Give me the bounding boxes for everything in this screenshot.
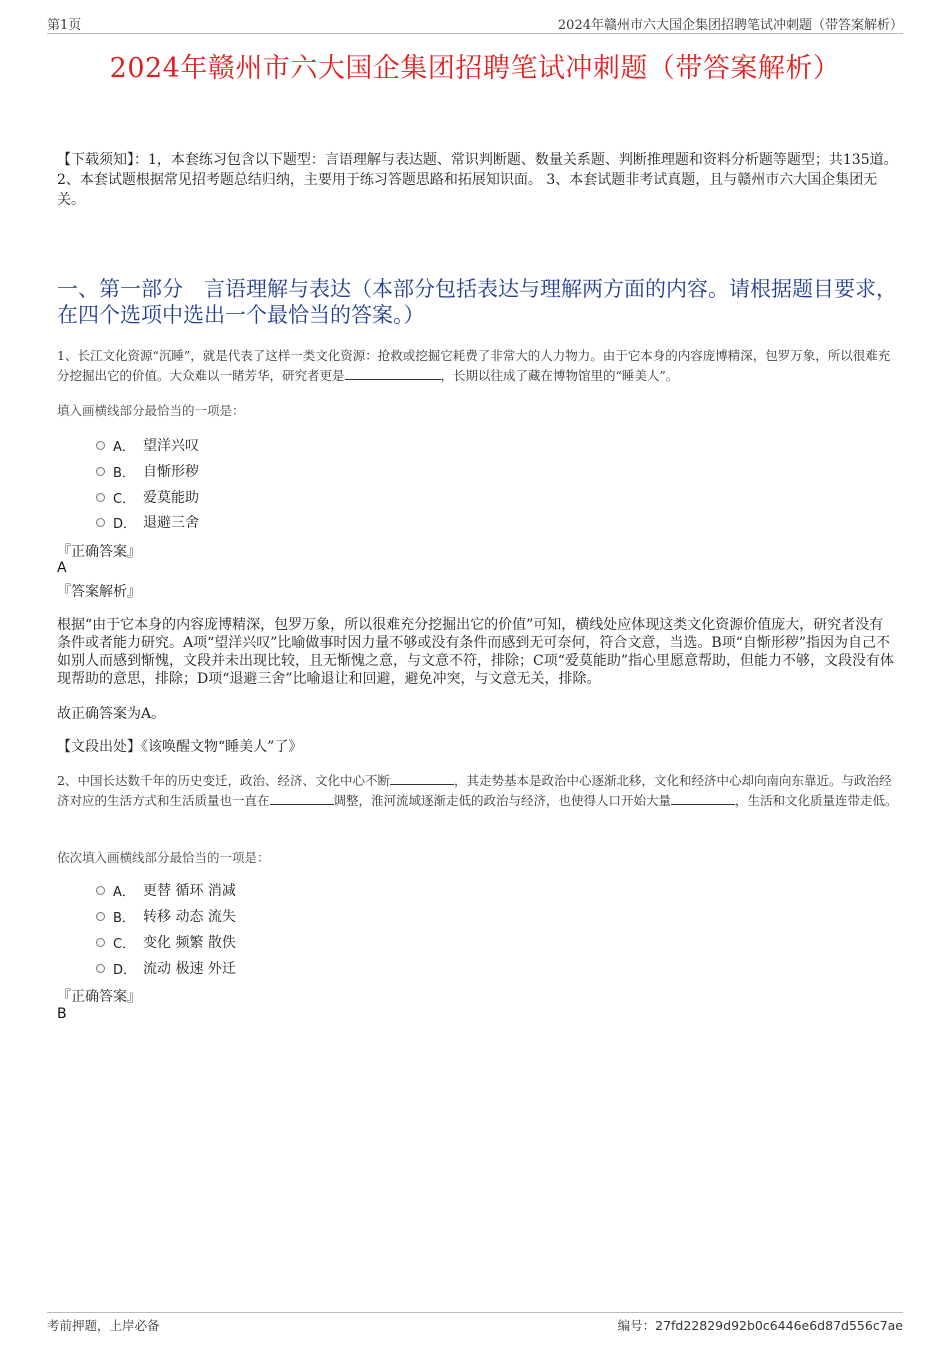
option-letter: B． [113, 910, 135, 926]
footer-divider [47, 1312, 903, 1313]
header-doc-title: 2024年赣州市六大国企集团招聘笔试冲刺题（带答案解析） [557, 18, 903, 33]
question-2-option-c[interactable] [96, 932, 236, 952]
document-code [618, 1316, 903, 1334]
page-number: 第1页 [47, 18, 82, 33]
question-1-text [57, 346, 902, 386]
option-letter: A． [113, 884, 135, 900]
radio-button[interactable] [96, 938, 105, 947]
answer-blank [390, 772, 454, 785]
question-1-source: 【文段出处】《该唤醒文物“睡美人”了》 [57, 739, 303, 755]
question-1-answer-label: 『正确答案』 [57, 544, 141, 560]
option-text: 自惭形秽 [143, 464, 199, 480]
document-code-label: 编号： [617, 1318, 656, 1333]
radio-button[interactable] [96, 886, 105, 895]
page-title: 2024年赣州市六大国企集团招聘笔试冲刺题（带答案解析） [109, 53, 841, 84]
option-letter: D． [113, 962, 137, 978]
question-1-text-after: ，长期以往成了藏在博物馆里的“睡美人”。 [440, 368, 679, 383]
option-text: 望洋兴叹 [143, 438, 199, 454]
option-text: 变化 频繁 散佚 [143, 935, 236, 951]
answer-blank [345, 367, 441, 380]
answer-blank [671, 792, 735, 805]
option-text: 流动 极速 外迁 [143, 961, 236, 977]
question-1-option-a[interactable] [96, 435, 199, 455]
question-2-part-4: ，生活和文化质量连带走低。 [735, 793, 898, 808]
question-1-option-d[interactable] [96, 512, 199, 532]
question-2-part-3: 调整，淮河流域逐渐走低的政治与经济，也使得人口开始大量 [333, 793, 672, 808]
radio-button[interactable] [96, 493, 105, 502]
radio-button[interactable] [96, 912, 105, 921]
option-letter: C． [113, 936, 136, 952]
question-1-analysis-label: 『答案解析』 [57, 584, 141, 600]
option-text: 退避三舍 [143, 515, 199, 531]
question-2-prompt: 依次填入画横线部分最恰当的一项是： [57, 850, 270, 865]
question-2-option-b[interactable] [96, 906, 236, 926]
question-1-option-c[interactable] [96, 487, 199, 507]
answer-blank [270, 792, 334, 805]
question-1-answer: A [57, 560, 67, 576]
question-2-text [57, 771, 902, 811]
download-notice: 【下载须知】：1，本套练习包含以下题型：言语理解与表达题、常识判断题、数量关系题、判断推理题和资料分析题等题型；共135道。 2、本套试题根据常见招考题总结归纳，主要用于练习答题思路和拓展知识面。 3、本套试题非考试真题，且与赣州市六大国企集团无关。 [57, 152, 898, 208]
radio-button[interactable] [96, 964, 105, 973]
option-text: 爱莫能助 [143, 490, 199, 506]
question-2-answer-label: 『正确答案』 [57, 989, 141, 1005]
section-title: 一、第一部分 言语理解与表达（本部分包括表达与理解两方面的内容。请根据题目要求，在四个选项中选出一个最恰当的答案。） [57, 277, 897, 327]
question-2-option-d[interactable] [96, 958, 236, 978]
question-2-part-2: ，其走势基本是政治中心逐渐北移，文化和经济中心却向南向东靠近。与政治经济对应的生活方式和生活质量也一直在 [57, 773, 892, 808]
question-1-analysis: 根据“由于它本身的内容庞博精深，包罗万象，所以很难充分挖掘出它的价值”可知，横线处应体现这类文化资源价值庞大，研究者没有条件或者能力研究。A项“望洋兴叹”比喻做事时因力量不够或没有条件而感到无可奈何，符合文意，当选。B项“自惭形秽”指因为自己不如别人而感到惭愧，文段并未出现比较，且无惭愧之意，与文意不符，排除；C项“爱莫能助”指心里愿意帮助，但能力不够，文段没有体现帮助的意思，排除；D项“退避三舍”比喻退让和回避，避免冲突，与文意无关，排除。 [57, 617, 895, 687]
question-2-option-a[interactable] [96, 880, 236, 900]
header-divider [47, 33, 903, 34]
option-letter: A． [113, 439, 135, 455]
document-code-value: 27fd22829d92b0c6446e6d87d556c7ae [655, 1318, 903, 1333]
radio-button[interactable] [96, 467, 105, 476]
radio-button[interactable] [96, 518, 105, 527]
radio-button[interactable] [96, 441, 105, 450]
question-1-text-before: 1、长江文化资源“沉睡”，就是代表了这样一类文化资源：抢救或挖掘它耗费了非常大的人力物力。由于它本身的内容庞博精深，包罗万象，所以很难充分挖掘出它的价值。大众难以一睹芳华，研究者更是 [57, 348, 891, 383]
question-1-conclusion: 故正确答案为A。 [57, 706, 166, 722]
option-letter: B． [113, 465, 135, 481]
question-2-answer: B [57, 1006, 67, 1022]
option-text: 更替 循环 消减 [143, 883, 236, 899]
question-2-part-1: 2、中国长达数千年的历史变迁，政治、经济、文化中心不断 [57, 773, 390, 788]
footer-slogan: 考前押题，上岸必备 [47, 1318, 160, 1333]
option-letter: C． [113, 491, 136, 507]
option-text: 转移 动态 流失 [143, 909, 236, 925]
option-letter: D． [113, 516, 137, 532]
question-1-option-b[interactable] [96, 461, 199, 481]
question-1-prompt: 填入画横线部分最恰当的一项是： [57, 403, 245, 418]
